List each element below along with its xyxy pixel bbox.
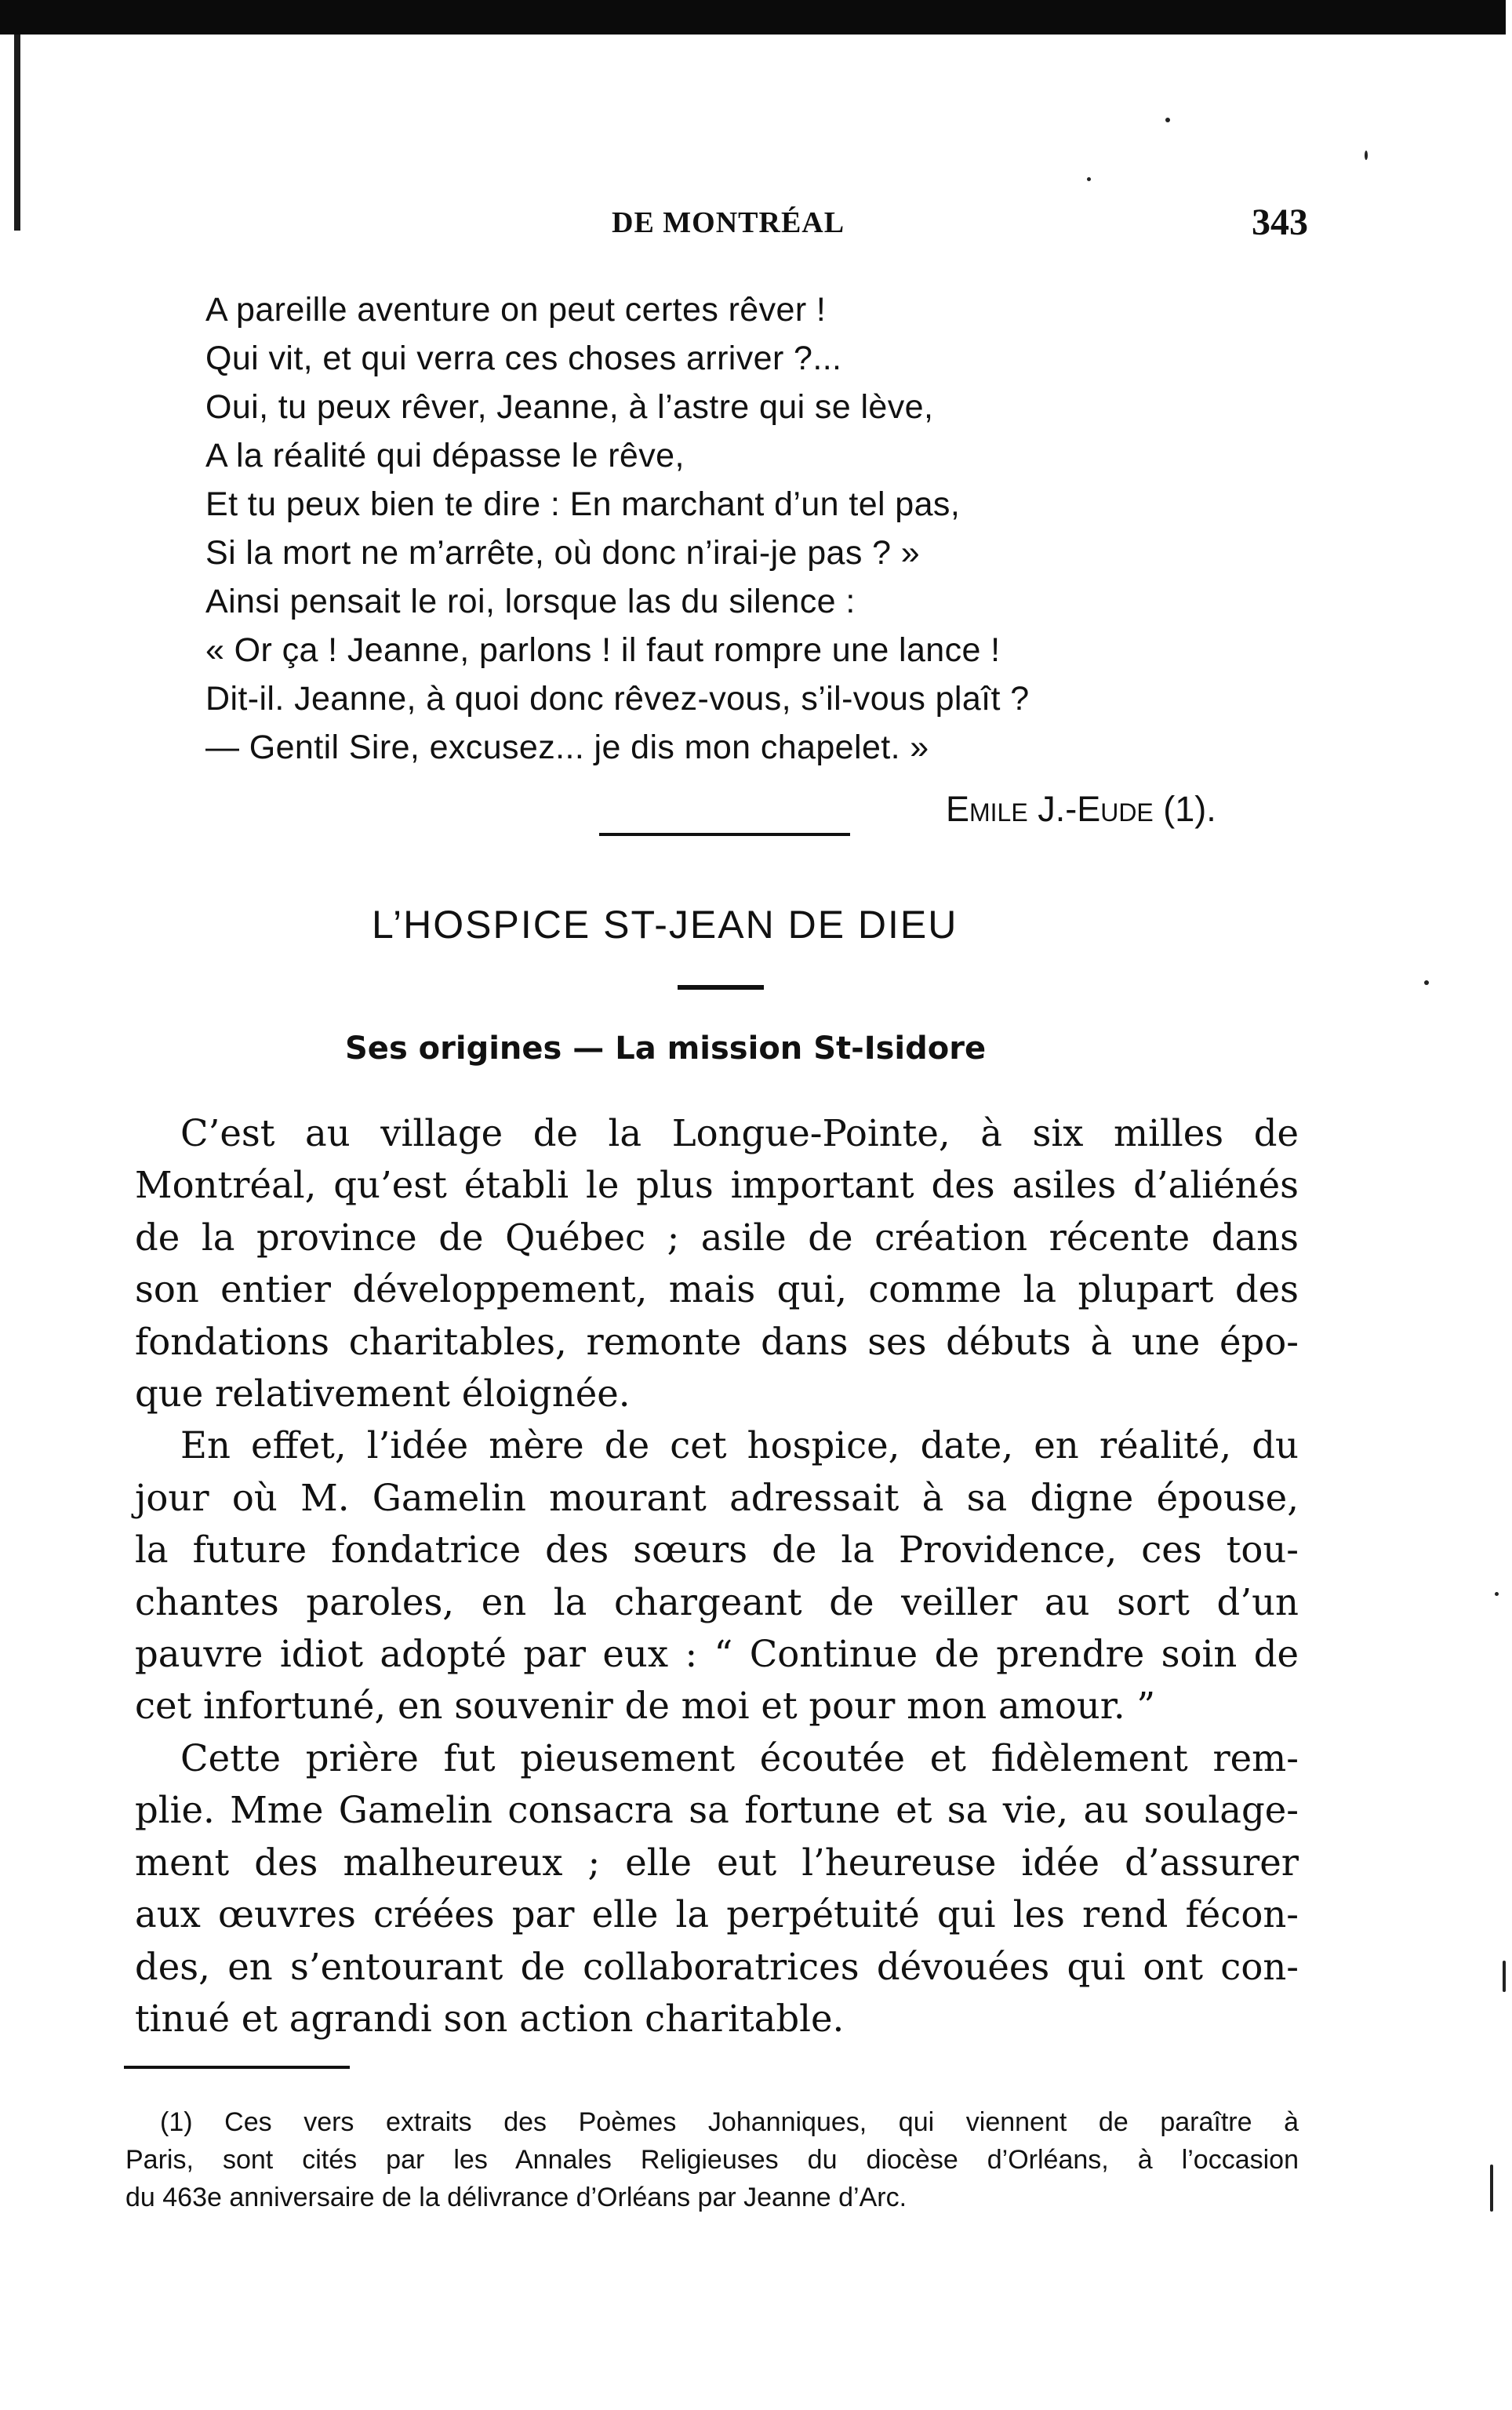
body-text bbox=[135, 1107, 1299, 2045]
title-rule bbox=[678, 985, 764, 990]
footnote-line: du 463e anniversaire de la délivrance d’Orléans par Jeanne d’Arc. bbox=[125, 2183, 907, 2212]
footnote-line: Paris, sont cités par les Annales Religieuses du diocèse d’Orléans, à l’occasion bbox=[125, 2145, 1299, 2175]
footnote-rule bbox=[124, 2066, 350, 2069]
body-line: fondations charitables, remonte dans ses débuts à une épo- bbox=[135, 1320, 1299, 1363]
poem-line: Oui, tu peux rêver, Jeanne, à l’astre qui se lève, bbox=[205, 388, 934, 426]
chapter-subtitle: Ses origines — La mission St-Isidore bbox=[345, 1031, 987, 1067]
poem-line: « Or ça ! Jeanne, parlons ! il faut rompre une lance ! bbox=[205, 631, 1001, 669]
footnote-line: (1) Ces vers extraits des Poèmes Johanniques, qui viennent de paraître à bbox=[160, 2107, 1299, 2137]
body-line: son entier développement, mais qui, comme la plupart des bbox=[135, 1268, 1299, 1311]
scan-speck bbox=[1165, 118, 1170, 122]
poem-line: Si la mort ne m’arrête, où donc n’irai-je pas ? » bbox=[205, 534, 921, 572]
poem-line: Et tu peux bien te dire : En marchant d’un tel pas, bbox=[205, 485, 961, 523]
body-line: Montréal, qu’est établi le plus important des asiles d’aliénés bbox=[135, 1164, 1299, 1207]
poem-line: A la réalité qui dépasse le rêve, bbox=[205, 437, 685, 474]
section-divider bbox=[599, 833, 850, 836]
signature-name: Emile J.-Eude bbox=[946, 789, 1154, 829]
body-line: Cette prière fut pieusement écoutée et fidèlement rem- bbox=[180, 1736, 1299, 1779]
scan-speck bbox=[1365, 151, 1368, 160]
body-line: pauvre idiot adopté par eux : “ Continue de prendre soin de bbox=[135, 1633, 1299, 1676]
poem bbox=[205, 285, 1272, 772]
body-line: ment des malheureux ; elle eut l’heureuse idée d’assurer bbox=[135, 1841, 1299, 1884]
running-head: DE MONTRÉAL bbox=[612, 206, 845, 239]
poem-line: A pareille aventure on peut certes rêver ! bbox=[205, 291, 827, 329]
body-line: tinué et agrandi son action charitable. bbox=[135, 1997, 845, 2040]
body-line: la future fondatrice des sœurs de la Providence, ces tou- bbox=[135, 1529, 1299, 1572]
poem-signature bbox=[946, 789, 1216, 830]
scan-speck bbox=[1424, 980, 1429, 985]
body-line: que relativement éloignée. bbox=[135, 1372, 631, 1416]
body-line: plie. Mme Gamelin consacra sa fortune et sa vie, au soulage- bbox=[135, 1789, 1299, 1832]
poem-line: — Gentil Sire, excusez... je dis mon chapelet. » bbox=[205, 729, 929, 766]
scan-border-top bbox=[0, 0, 1506, 35]
poem-line: Ainsi pensait le roi, lorsque las du silence : bbox=[205, 583, 856, 620]
footnote bbox=[125, 2103, 1299, 2216]
poem-line: Dit-il. Jeanne, à quoi donc rêvez-vous, s’il-vous plaît ? bbox=[205, 680, 1030, 718]
body-line: jour où M. Gamelin mourant adressait à sa digne épouse, bbox=[135, 1476, 1299, 1519]
scan-border-left bbox=[14, 35, 20, 231]
body-line: cet infortuné, en souvenir de moi et pour mon amour. ” bbox=[135, 1685, 1156, 1728]
scan-speck bbox=[1490, 2165, 1493, 2212]
body-line: aux œuvres créées par elle la perpétuité qui les rend fécon- bbox=[135, 1893, 1299, 1936]
scan-speck bbox=[1087, 177, 1091, 181]
body-line: C’est au village de la Longue-Pointe, à six milles de bbox=[180, 1112, 1299, 1154]
footnote-reference: (1). bbox=[1163, 789, 1216, 829]
chapter-title: L’HOSPICE ST-JEAN DE DIEU bbox=[372, 903, 958, 947]
body-line: de la province de Québec ; asile de création récente dans bbox=[135, 1216, 1299, 1259]
body-line: En effet, l’idée mère de cet hospice, date, en réalité, du bbox=[180, 1424, 1299, 1467]
scan-speck bbox=[1495, 1592, 1499, 1596]
body-line: chantes paroles, en la chargeant de veiller au sort d’un bbox=[135, 1580, 1299, 1623]
page-number: 343 bbox=[1252, 202, 1308, 243]
body-line: des, en s’entourant de collaboratrices dévouées qui ont con- bbox=[135, 1945, 1299, 1988]
poem-line: Qui vit, et qui verra ces choses arriver ?... bbox=[205, 340, 842, 377]
scan-speck bbox=[1503, 1961, 1506, 1992]
